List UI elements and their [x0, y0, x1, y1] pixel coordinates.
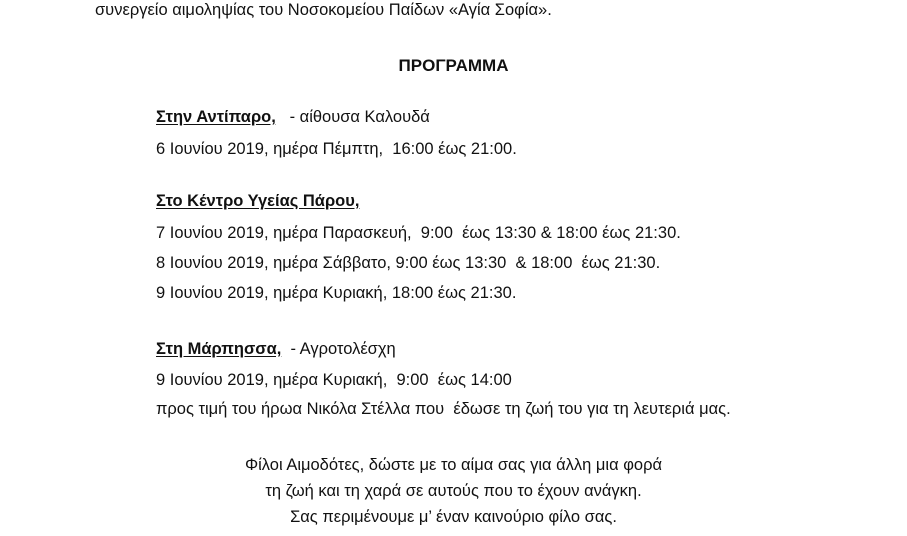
antiparos-venue: Στην Αντίπαρο,: [156, 108, 276, 126]
intro-line: συνεργείο αιμοληψίας του Νοσοκομείου Παίδων «Αγία Σοφία».: [95, 1, 552, 19]
antiparos-heading: [156, 107, 430, 127]
marpissa-place: - Αγροτολέσχη: [281, 340, 396, 358]
closing-line: Σας περιμένουμε μ’ έναν καινούριο φίλο σας.: [290, 508, 617, 526]
closing-line: τη ζωή και τη χαρά σε αυτούς που το έχουν ανάγκη.: [265, 482, 642, 500]
paros-date-line: 7 Ιουνίου 2019, ημέρα Παρασκευή, 9:00 έως 13:30 & 18:00 έως 21:30.: [156, 224, 681, 242]
marpissa-heading: [156, 339, 396, 359]
paros-date-line: 8 Ιουνίου 2019, ημέρα Σάββατο, 9:00 έως 13:30 & 18:00 έως 21:30.: [156, 254, 661, 272]
paros-date-line: 9 Ιουνίου 2019, ημέρα Κυριακή, 18:00 έως 21:30.: [156, 284, 517, 302]
closing-line: Φίλοι Αιμοδότες, δώστε με το αίμα σας για άλλη μια φορά: [244, 456, 663, 474]
marpissa-venue: Στη Μάρπησσα,: [156, 340, 282, 358]
paros-venue: Στο Κέντρο Υγείας Πάρου,: [156, 192, 360, 210]
marpissa-honor-line: προς τιμή του ήρωα Νικόλα Στέλλα που έδωσε τη ζωή του για τη λευτεριά μας.: [156, 400, 731, 418]
paros-heading: [156, 191, 359, 211]
marpissa-date-line: 9 Ιουνίου 2019, ημέρα Κυριακή, 9:00 έως 14:00: [156, 371, 512, 389]
antiparos-place: - αίθουσα Καλουδά: [275, 108, 430, 126]
antiparos-date-line: 6 Ιουνίου 2019, ημέρα Πέμπτη, 16:00 έως 21:00.: [156, 140, 517, 158]
program-title: ΠΡΟΓΡΑΜΜΑ: [398, 56, 509, 75]
